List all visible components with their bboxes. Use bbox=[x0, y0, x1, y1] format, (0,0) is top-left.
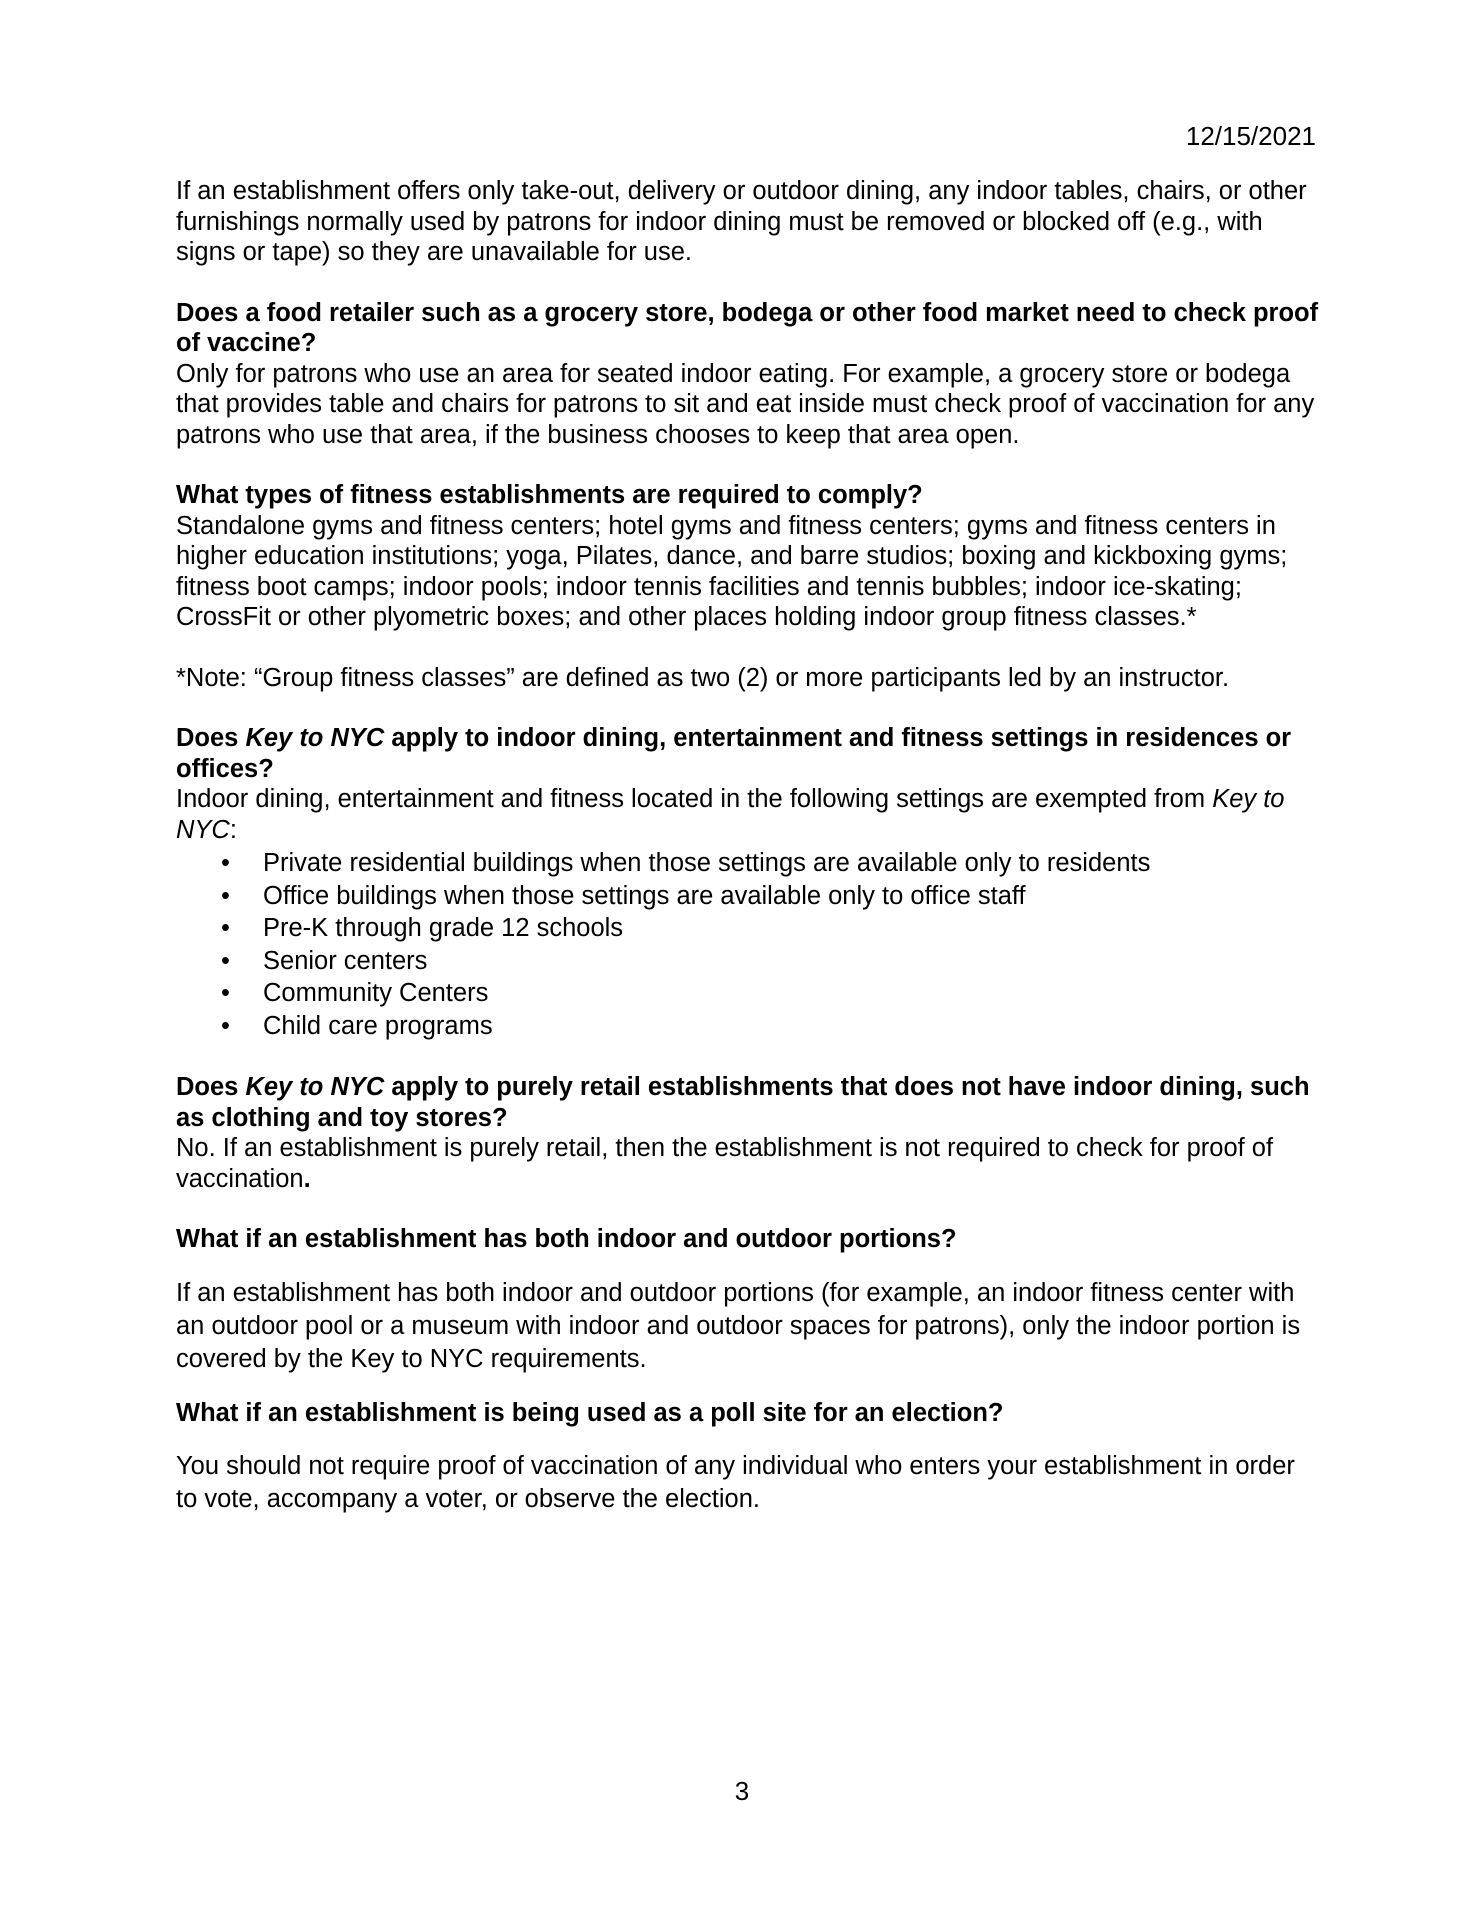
section-fitness bbox=[176, 480, 1321, 693]
question-emphasis: Key to NYC bbox=[245, 1073, 385, 1101]
answer-retail bbox=[176, 1133, 1321, 1194]
answer-poll-site: You should not require proof of vaccination of any individual who enters your establishment in order to vote, accompany a voter, or observe the election. bbox=[176, 1452, 1295, 1513]
question-text: apply to purely retail establishments that does not have indoor dining, such as clothing and toy stores? bbox=[176, 1073, 1310, 1132]
section-food-retailer bbox=[176, 298, 1321, 451]
list-item bbox=[176, 847, 1321, 880]
exemption-list bbox=[176, 847, 1321, 1042]
list-item bbox=[176, 1010, 1321, 1043]
question-emphasis: Key to NYC bbox=[245, 724, 385, 752]
answer-text: No. If an establishment is purely retail, then the establishment is not required to check for proof of vaccination bbox=[176, 1134, 1274, 1193]
list-item-text: Office buildings when those settings are available only to office staff bbox=[263, 881, 1026, 910]
question-retail bbox=[176, 1072, 1321, 1133]
list-item bbox=[176, 977, 1321, 1010]
question-residences bbox=[176, 723, 1321, 784]
list-item bbox=[176, 912, 1321, 945]
document-date: 12/15/2021 bbox=[1185, 121, 1316, 151]
answer-indoor-outdoor: If an establishment has both indoor and outdoor portions (for example, an indoor fitness center with an outdoor pool or a museum with indoor and outdoor spaces for patrons), only the indoor portion is covered by the Key to NYC requirements. bbox=[176, 1278, 1301, 1373]
document-body bbox=[176, 176, 1321, 1516]
list-item bbox=[176, 945, 1321, 978]
intro-paragraph: If an establishment offers only take-out, delivery or outdoor dining, any indoor tables, chairs, or other furnishings normally used by patrons for indoor dining must be removed or blocked off (e.g., with signs or tape) so they are unavailable for use. bbox=[176, 177, 1307, 266]
answer-text: Indoor dining, entertainment and fitness located in the following settings are exempted from bbox=[176, 785, 1213, 813]
section-poll-site bbox=[176, 1398, 1321, 1517]
bullet-icon: • bbox=[221, 914, 230, 942]
question-text: apply to indoor dining, entertainment and fitness settings in residences or offices? bbox=[176, 724, 1292, 783]
list-item-text: Community Centers bbox=[263, 979, 489, 1007]
answer-text: : bbox=[229, 815, 237, 844]
section-residences bbox=[176, 723, 1321, 1042]
question-text: Does bbox=[176, 724, 246, 752]
bullet-icon: • bbox=[221, 1011, 230, 1040]
question-food-retailer: Does a food retailer such as a grocery store, bodega or other food market need to check proof of vaccine? bbox=[176, 298, 1319, 357]
list-item-text: Pre-K through grade 12 schools bbox=[263, 914, 624, 942]
page-number: 3 bbox=[734, 1776, 750, 1806]
section-retail bbox=[176, 1072, 1321, 1194]
section-indoor-outdoor bbox=[176, 1224, 1321, 1376]
list-item-text: Child care programs bbox=[263, 1011, 493, 1040]
bullet-icon: • bbox=[221, 979, 230, 1007]
list-item-text: Private residential buildings when those settings are available only to residents bbox=[263, 849, 1151, 877]
bullet-icon: • bbox=[221, 849, 230, 877]
bullet-icon: • bbox=[221, 881, 230, 910]
question-indoor-outdoor: What if an establishment has both indoor and outdoor portions? bbox=[176, 1225, 957, 1253]
answer-period: . bbox=[303, 1164, 311, 1193]
answer-fitness: Standalone gyms and fitness centers; hotel gyms and fitness centers; gyms and fitness centers in higher education institutions; yoga, Pilates, dance, and barre studios; boxing and kickboxing gyms; fitness boot camps; indoor pools; indoor tennis facilities and tennis bubbles; indoor ice-skating; CrossFit or other plyometric boxes; and other places holding indoor group fitness classes.* bbox=[176, 511, 1288, 631]
question-text: Does bbox=[176, 1073, 246, 1101]
bullet-icon: • bbox=[221, 946, 230, 975]
question-fitness: What types of fitness establishments are required to comply? bbox=[176, 481, 923, 509]
note-fitness: *Note: “Group fitness classes” are defined as two (2) or more participants led by an instructor. bbox=[176, 663, 1230, 692]
list-item bbox=[176, 880, 1321, 913]
answer-residences bbox=[176, 784, 1321, 845]
question-poll-site: What if an establishment is being used as a poll site for an election? bbox=[176, 1398, 1004, 1427]
answer-emphasis: Key to NYC bbox=[176, 785, 1285, 844]
answer-food-retailer: Only for patrons who use an area for seated indoor eating. For example, a grocery store or bodega that provides table and chairs for patrons to sit and eat inside must check proof of vaccination for any patrons who use that area, if the business chooses to keep that area open. bbox=[176, 359, 1315, 449]
list-item-text: Senior centers bbox=[263, 946, 428, 975]
